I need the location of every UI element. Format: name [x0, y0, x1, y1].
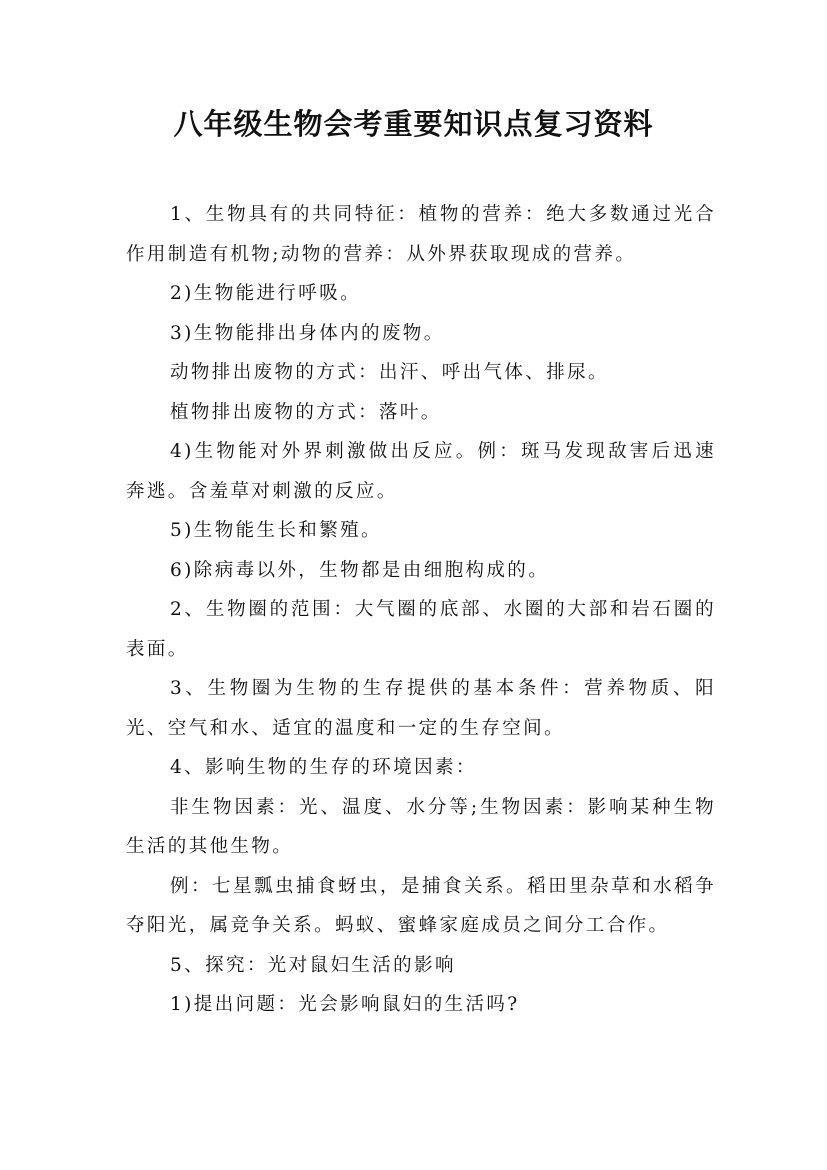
paragraph: 植物排出废物的方式：落叶。 [170, 401, 442, 423]
paragraph: 5)生物能生长和繁殖。 [170, 520, 382, 541]
paragraph: 6)除病毒以外，生物都是由细胞构成的。 [170, 559, 550, 581]
paragraph: 动物排出废物的方式：出汗、呼出气体、排尿。 [170, 362, 609, 383]
paragraph: 4、影响生物的生存的环境因素： [170, 757, 477, 778]
paragraph: 5、探究：光对鼠妇生活的影响 [170, 954, 456, 976]
paragraph: 1)提出问题：光会影响鼠妇的生活吗? [170, 994, 520, 1015]
document-title: 八年级生物会考重要知识点复习资料 [173, 107, 654, 141]
paragraph: 非生物因素：光、温度、水分等;生物因素：影响某种生物生活的其他生物。 [126, 796, 716, 857]
paragraph: 3)生物能排出身体内的废物。 [170, 322, 445, 344]
paragraph: 1、生物具有的共同特征：植物的营养：绝大多数通过光合作用制造有机物;动物的营养：从外界获取现成的营养。 [126, 204, 716, 265]
paragraph: 3、生物圈为生物的生存提供的基本条件：营养物质、阳光、空气和水、适宜的温度和一定的生存空间。 [126, 678, 716, 739]
paragraph: 2、生物圈的范围：大气圈的底部、水圈的大部和岩石圈的表面。 [126, 599, 716, 660]
paragraph: 例：七星瓢虫捕食蚜虫，是捕食关系。稻田里杂草和水稻争夺阳光，属竞争关系。蚂蚁、蜜蜂家庭成员之间分工合作。 [126, 875, 716, 936]
paragraph: 2)生物能进行呼吸。 [170, 283, 361, 304]
paragraph: 4)生物能对外界刺激做出反应。例：斑马发现敌害后迅速奔逃。含羞草对刺激的反应。 [126, 441, 716, 502]
document-body [126, 195, 716, 1025]
